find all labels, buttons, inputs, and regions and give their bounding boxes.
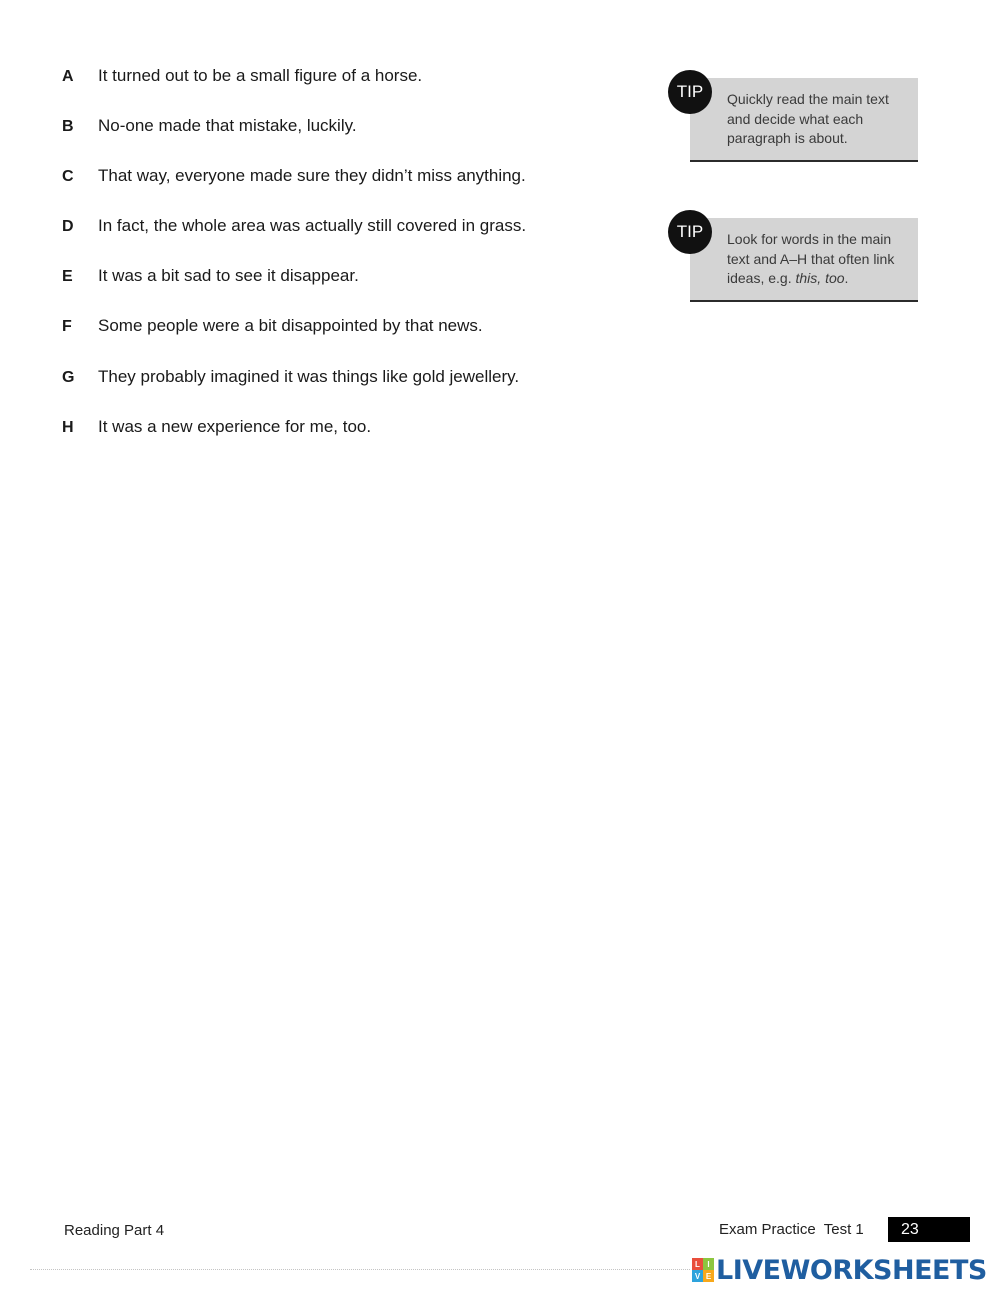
footer-test-label: Exam Practice Test 1 xyxy=(719,1221,864,1238)
tip-text-plain: Look for words in the main text and A–H that often link ideas, e.g. xyxy=(727,231,895,286)
option-letter: A xyxy=(62,68,74,85)
logo-mark-cell: E xyxy=(703,1270,714,1282)
option-letter: B xyxy=(62,118,74,136)
option-d xyxy=(62,216,642,266)
option-c xyxy=(62,166,642,216)
tip-text: Quickly read the main text and decide what each paragraph is about. xyxy=(727,91,889,146)
option-letter: D xyxy=(62,218,74,236)
tip-box-2 xyxy=(668,210,920,302)
tip-badge: TIP xyxy=(668,70,712,114)
logo-mark-cell: L xyxy=(692,1258,703,1270)
option-text: It was a new experience for me, too. xyxy=(98,416,372,436)
logo-mark-cell: I xyxy=(703,1258,714,1270)
tip-badge: TIP xyxy=(668,210,712,254)
answer-options-list xyxy=(62,66,642,467)
option-text: Some people were a bit disappointed by that news. xyxy=(98,316,483,336)
option-letter: F xyxy=(62,318,72,336)
option-text: It turned out to be a small figure of a horse. xyxy=(98,66,423,85)
option-g xyxy=(62,367,642,417)
footer-divider xyxy=(30,1269,690,1270)
logo-mark-cell: V xyxy=(692,1270,703,1282)
option-text: They probably imagined it was things like gold jewellery. xyxy=(98,366,520,386)
page-number: 23 xyxy=(888,1217,970,1242)
option-text: No-one made that mistake, luckily. xyxy=(98,116,357,136)
footer-section-label: Reading Part 4 xyxy=(64,1222,165,1239)
tip-panel xyxy=(690,218,918,302)
option-text: It was a bit sad to see it disappear. xyxy=(98,266,359,286)
tip-text-end: . xyxy=(844,270,849,286)
option-letter: H xyxy=(62,418,74,436)
option-b xyxy=(62,116,642,166)
tip-text-italic: this, too xyxy=(795,270,845,286)
option-letter: C xyxy=(62,168,74,186)
option-e xyxy=(62,266,642,316)
option-h xyxy=(62,417,642,467)
tip-panel xyxy=(690,78,918,162)
option-text: That way, everyone made sure they didn’t miss anything. xyxy=(98,166,526,186)
logo-wordmark: LIVEWORKSHEETS xyxy=(716,1254,987,1286)
option-f xyxy=(62,316,642,366)
liveworksheets-logo[interactable] xyxy=(692,1256,987,1284)
option-text: In fact, the whole area was actually still covered in grass. xyxy=(98,216,527,236)
option-a xyxy=(62,66,642,116)
tip-text xyxy=(727,230,908,289)
tip-box-1 xyxy=(668,70,920,162)
option-letter: E xyxy=(62,268,73,286)
option-letter: G xyxy=(62,368,75,386)
logo-mark-icon xyxy=(692,1258,714,1282)
